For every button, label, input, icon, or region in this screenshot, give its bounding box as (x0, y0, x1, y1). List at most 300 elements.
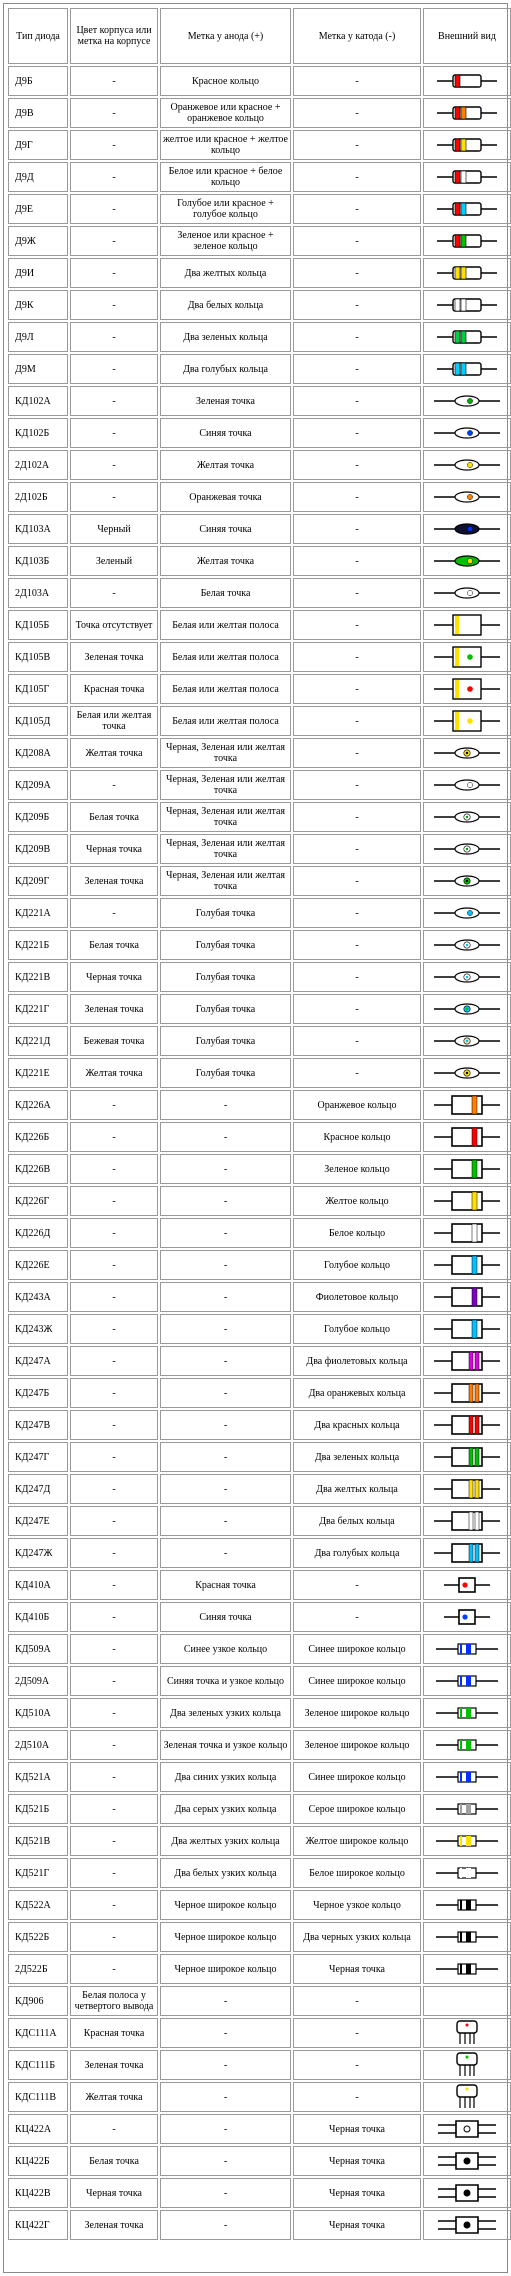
diode-cylinder-icon (432, 1477, 502, 1501)
table-row (8, 2178, 511, 2208)
cell-cathode: - (293, 258, 421, 288)
diode-cylinder-icon (432, 1509, 502, 1533)
cell-look (423, 1570, 511, 1600)
diode-glass-icon (433, 263, 501, 283)
cell-look (423, 290, 511, 320)
cell-cathode: - (293, 738, 421, 768)
cell-look (423, 162, 511, 192)
cell-anode: Два белых узких кольца (160, 1858, 291, 1888)
cell-body: Желтая точка (70, 1058, 158, 1088)
cell-body: - (70, 418, 158, 448)
cell-look (423, 1794, 511, 1824)
cell-anode: Черное широкое кольцо (160, 1890, 291, 1920)
cell-look (423, 706, 511, 736)
cell-cathode: - (293, 610, 421, 640)
cell-type: КД221Г (8, 994, 68, 1024)
cell-type: КД521Б (8, 1794, 68, 1824)
cell-type: КД247Г (8, 1442, 68, 1472)
diode-small-icon (432, 1703, 502, 1723)
cell-look (423, 1218, 511, 1248)
cell-type: КД221Е (8, 1058, 68, 1088)
cell-type: КД103Б (8, 546, 68, 576)
cell-look (423, 322, 511, 352)
cell-body: - (70, 1698, 158, 1728)
diode-bead-icon (432, 423, 502, 443)
cell-type: КД221Д (8, 1026, 68, 1056)
cell-look (423, 1698, 511, 1728)
cell-body: - (70, 1186, 158, 1216)
cell-body: Белая полоса у четвертого вывода (70, 1986, 158, 2016)
cell-look (423, 866, 511, 896)
cell-cathode: - (293, 898, 421, 928)
cell-look (423, 738, 511, 768)
header-look: Внешний вид (423, 8, 511, 64)
cell-look (423, 2018, 511, 2048)
table-row (8, 1474, 511, 1504)
cell-body: Зеленая точка (70, 2050, 158, 2080)
table-row (8, 162, 511, 192)
cell-cathode: - (293, 162, 421, 192)
cell-anode: Синяя точка (160, 1602, 291, 1632)
cell-cathode: - (293, 962, 421, 992)
cell-body: - (70, 1890, 158, 1920)
cell-type: Д9Д (8, 162, 68, 192)
cell-body: - (70, 322, 158, 352)
cell-cathode: - (293, 98, 421, 128)
cell-body: Белая точка (70, 2146, 158, 2176)
cell-anode: - (160, 1538, 291, 1568)
cell-anode: - (160, 1474, 291, 1504)
cell-type: КД208А (8, 738, 68, 768)
cell-cathode: Два фиолетовых кольца (293, 1346, 421, 1376)
cell-cathode: - (293, 66, 421, 96)
cell-anode: Синяя точка (160, 418, 291, 448)
cell-look (423, 1186, 511, 1216)
cell-cathode: - (293, 706, 421, 736)
diode-assembly-icon (432, 2084, 502, 2110)
cell-anode: - (160, 2178, 291, 2208)
diode-cylinder-icon (432, 1317, 502, 1341)
cell-type: Д9И (8, 258, 68, 288)
header-anode: Метка у анода (+) (160, 8, 291, 64)
cell-cathode: - (293, 418, 421, 448)
cell-anode: Два серых узких кольца (160, 1794, 291, 1824)
cell-look (423, 514, 511, 544)
diode-square-icon (432, 1605, 502, 1629)
cell-type: КД209Г (8, 866, 68, 896)
cell-anode: Желтая точка (160, 450, 291, 480)
cell-look (423, 1474, 511, 1504)
cell-anode: Синяя точка (160, 514, 291, 544)
cell-body: Красная точка (70, 2018, 158, 2048)
cell-anode: - (160, 1250, 291, 1280)
cell-cathode: Красное кольцо (293, 1122, 421, 1152)
cell-type: Д9Е (8, 194, 68, 224)
cell-type: КД521Г (8, 1858, 68, 1888)
cell-cathode: - (293, 802, 421, 832)
cell-cathode: - (293, 994, 421, 1024)
cell-cathode: - (293, 834, 421, 864)
table-row (8, 1250, 511, 1280)
diode-bead-icon (432, 551, 502, 571)
diode-bead-icon (432, 871, 502, 891)
table-row (8, 482, 511, 512)
cell-look (423, 546, 511, 576)
cell-type: КД105Б (8, 610, 68, 640)
table-row (8, 1314, 511, 1344)
diode-glass-icon (433, 103, 501, 123)
cell-type: КД410Б (8, 1602, 68, 1632)
cell-type: КД105Д (8, 706, 68, 736)
cell-cathode: Два зеленых кольца (293, 1442, 421, 1472)
cell-body: - (70, 1922, 158, 1952)
cell-type: 2Д510А (8, 1730, 68, 1760)
cell-cathode: - (293, 2050, 421, 2080)
table-row (8, 1218, 511, 1248)
diode-bead-icon (432, 743, 502, 763)
cell-cathode: Голубое кольцо (293, 1250, 421, 1280)
cell-look (423, 770, 511, 800)
diode-cylinder-icon (432, 1445, 502, 1469)
cell-cathode: Голубое кольцо (293, 1314, 421, 1344)
cell-look (423, 578, 511, 608)
cell-body: - (70, 1154, 158, 1184)
cell-type: КЦ422А (8, 2114, 68, 2144)
diode-bead-icon (432, 391, 502, 411)
cell-cathode: - (293, 866, 421, 896)
cell-anode: Черная, Зеленая или желтая точка (160, 834, 291, 864)
diode-bridge-icon (432, 2181, 502, 2205)
cell-body: Черная точка (70, 834, 158, 864)
cell-cathode: - (293, 514, 421, 544)
table-row (8, 386, 511, 416)
cell-anode: Два желтых узких кольца (160, 1826, 291, 1856)
table-row (8, 1954, 511, 1984)
cell-type: 2Д102А (8, 450, 68, 480)
cell-body: - (70, 130, 158, 160)
table-row (8, 258, 511, 288)
table-row (8, 642, 511, 672)
diode-box-icon (432, 709, 502, 733)
cell-look (423, 1762, 511, 1792)
cell-body: Черная точка (70, 962, 158, 992)
cell-body: - (70, 1442, 158, 1472)
diode-small-icon (432, 1767, 502, 1787)
cell-body: Зеленая точка (70, 2210, 158, 2240)
cell-type: КД521А (8, 1762, 68, 1792)
table-row (8, 1698, 511, 1728)
cell-body: Точка отсутствует (70, 610, 158, 640)
table-row (8, 1154, 511, 1184)
table-row (8, 1506, 511, 1536)
table-row (8, 674, 511, 704)
cell-look (423, 1730, 511, 1760)
diode-glass-icon (433, 135, 501, 155)
cell-type: КД247А (8, 1346, 68, 1376)
cell-cathode: - (293, 1986, 421, 2016)
cell-anode: Два зеленых узких кольца (160, 1698, 291, 1728)
cell-cathode: Черная точка (293, 1954, 421, 1984)
cell-body: Белая или желтая точка (70, 706, 158, 736)
cell-look (423, 1122, 511, 1152)
cell-type: КД226Г (8, 1186, 68, 1216)
cell-body: Черный (70, 514, 158, 544)
cell-look (423, 354, 511, 384)
cell-body: - (70, 1730, 158, 1760)
cell-type: КД522А (8, 1890, 68, 1920)
diode-box-icon (432, 613, 502, 637)
cell-body: - (70, 1282, 158, 1312)
diode-small-icon (432, 1735, 502, 1755)
cell-anode: Белая или желтая полоса (160, 706, 291, 736)
table-row (8, 1570, 511, 1600)
cell-body: - (70, 1250, 158, 1280)
cell-look (423, 1602, 511, 1632)
cell-type: КДС111А (8, 2018, 68, 2048)
cell-look (423, 642, 511, 672)
cell-type: КЦ422В (8, 2178, 68, 2208)
cell-cathode: Два желтых кольца (293, 1474, 421, 1504)
cell-cathode: - (293, 354, 421, 384)
table-row (8, 1634, 511, 1664)
cell-body: - (70, 386, 158, 416)
table-row (8, 610, 511, 640)
cell-type: КД221Б (8, 930, 68, 960)
cell-anode: - (160, 1154, 291, 1184)
table-row (8, 354, 511, 384)
table-row (8, 2018, 511, 2048)
diode-small-icon (432, 1863, 502, 1883)
cell-look (423, 2178, 511, 2208)
cell-cathode: - (293, 1602, 421, 1632)
cell-anode: - (160, 2050, 291, 2080)
cell-type: КД105Г (8, 674, 68, 704)
cell-type: КД103А (8, 514, 68, 544)
cell-look (423, 1090, 511, 1120)
cell-look (423, 1506, 511, 1536)
cell-cathode: - (293, 450, 421, 480)
cell-type: Д9М (8, 354, 68, 384)
cell-look (423, 930, 511, 960)
table-row (8, 738, 511, 768)
cell-type: КД410А (8, 1570, 68, 1600)
cell-look (423, 2050, 511, 2080)
diode-cylinder-icon (432, 1189, 502, 1213)
cell-anode: Синее узкое кольцо (160, 1634, 291, 1664)
cell-anode: Два зеленых кольца (160, 322, 291, 352)
cell-anode: - (160, 1282, 291, 1312)
cell-cathode: Два голубых кольца (293, 1538, 421, 1568)
cell-anode: - (160, 1410, 291, 1440)
table-row (8, 1442, 511, 1472)
table-row (8, 1058, 511, 1088)
cell-type: КД906 (8, 1986, 68, 2016)
cell-look (423, 66, 511, 96)
cell-type: КД243А (8, 1282, 68, 1312)
cell-anode: Два голубых кольца (160, 354, 291, 384)
cell-look (423, 1666, 511, 1696)
cell-cathode: - (293, 930, 421, 960)
cell-body: - (70, 1090, 158, 1120)
cell-type: КД521В (8, 1826, 68, 1856)
cell-type: КД247Ж (8, 1538, 68, 1568)
diode-small-icon (432, 1895, 502, 1915)
cell-anode: Черная, Зеленая или желтая точка (160, 738, 291, 768)
cell-look (423, 994, 511, 1024)
cell-anode: Зеленое или красное + зеленое кольцо (160, 226, 291, 256)
table-row (8, 1666, 511, 1696)
cell-look (423, 1026, 511, 1056)
cell-look (423, 1538, 511, 1568)
diode-bridge-icon (432, 2149, 502, 2173)
table-row (8, 1730, 511, 1760)
cell-type: КД247Б (8, 1378, 68, 1408)
cell-cathode: - (293, 1058, 421, 1088)
cell-anode: - (160, 1346, 291, 1376)
cell-cathode: Оранжевое кольцо (293, 1090, 421, 1120)
cell-cathode: Зеленое широкое кольцо (293, 1698, 421, 1728)
table-row (8, 2210, 511, 2240)
cell-look (423, 1410, 511, 1440)
cell-look (423, 674, 511, 704)
cell-body: - (70, 290, 158, 320)
cell-look (423, 1442, 511, 1472)
cell-type: КД102А (8, 386, 68, 416)
cell-anode: Голубая точка (160, 962, 291, 992)
cell-look (423, 898, 511, 928)
table-row (8, 930, 511, 960)
cell-type: КДС111Б (8, 2050, 68, 2080)
table-row (8, 2082, 511, 2112)
cell-anode: Черное широкое кольцо (160, 1922, 291, 1952)
cell-look (423, 1250, 511, 1280)
diode-bead-icon (432, 583, 502, 603)
table-row (8, 1090, 511, 1120)
cell-type: КД226А (8, 1090, 68, 1120)
cell-anode: - (160, 2114, 291, 2144)
cell-type: КД102Б (8, 418, 68, 448)
cell-body: - (70, 578, 158, 608)
cell-look (423, 258, 511, 288)
cell-anode: Голубое или красное + голубое кольцо (160, 194, 291, 224)
table-row (8, 1922, 511, 1952)
table-row (8, 290, 511, 320)
cell-body: - (70, 1378, 158, 1408)
cell-anode: Белая или желтая полоса (160, 610, 291, 640)
cell-cathode: Черное узкое кольцо (293, 1890, 421, 1920)
cell-body: - (70, 1954, 158, 1984)
table-row (8, 898, 511, 928)
cell-body: - (70, 1858, 158, 1888)
table-row (8, 2050, 511, 2080)
header-body: Цвет корпуса или метка на корпусе (70, 8, 158, 64)
cell-anode: - (160, 1986, 291, 2016)
diode-glass-icon (433, 295, 501, 315)
cell-cathode: Синее широкое кольцо (293, 1762, 421, 1792)
table-row (8, 1538, 511, 1568)
diode-cylinder-icon (432, 1381, 502, 1405)
table-row (8, 194, 511, 224)
table-row (8, 1762, 511, 1792)
cell-type: КД209Б (8, 802, 68, 832)
cell-look (423, 834, 511, 864)
cell-look (423, 98, 511, 128)
cell-cathode: Желтое широкое кольцо (293, 1826, 421, 1856)
cell-anode: - (160, 1506, 291, 1536)
table-row (8, 1378, 511, 1408)
diode-bead-icon (432, 455, 502, 475)
cell-cathode: - (293, 130, 421, 160)
cell-look (423, 1858, 511, 1888)
cell-type: КД226В (8, 1154, 68, 1184)
cell-anode: Голубая точка (160, 994, 291, 1024)
diode-box-icon (432, 645, 502, 669)
table-row (8, 130, 511, 160)
diode-bead-icon (432, 775, 502, 795)
cell-type: Д9В (8, 98, 68, 128)
cell-anode: Белое или красное + белое кольцо (160, 162, 291, 192)
cell-cathode: Фиолетовое кольцо (293, 1282, 421, 1312)
cell-cathode: - (293, 322, 421, 352)
cell-cathode: Желтое кольцо (293, 1186, 421, 1216)
table-row (8, 1346, 511, 1376)
cell-body: - (70, 1762, 158, 1792)
cell-type: КЦ422Г (8, 2210, 68, 2240)
cell-cathode: Зеленое кольцо (293, 1154, 421, 1184)
cell-look (423, 1986, 511, 2016)
cell-anode: - (160, 2146, 291, 2176)
table-row (8, 1986, 511, 2016)
cell-body: Бежевая точка (70, 1026, 158, 1056)
cell-anode: - (160, 2018, 291, 2048)
cell-cathode: Синее широкое кольцо (293, 1666, 421, 1696)
cell-type: Д9Ж (8, 226, 68, 256)
cell-cathode: Два оранжевых кольца (293, 1378, 421, 1408)
cell-cathode: - (293, 1026, 421, 1056)
table-row (8, 1282, 511, 1312)
diode-bead-icon (432, 967, 502, 987)
cell-look (423, 2082, 511, 2112)
cell-look (423, 962, 511, 992)
diode-cylinder-icon (432, 1157, 502, 1181)
cell-type: КД105В (8, 642, 68, 672)
table-row (8, 1186, 511, 1216)
cell-anode: Белая точка (160, 578, 291, 608)
cell-cathode: - (293, 2018, 421, 2048)
diode-small-icon (432, 1639, 502, 1659)
cell-body: - (70, 1122, 158, 1152)
cell-body: Желтая точка (70, 2082, 158, 2112)
table-row (8, 1858, 511, 1888)
cell-body: - (70, 1634, 158, 1664)
cell-body: - (70, 354, 158, 384)
cell-look (423, 2114, 511, 2144)
cell-look (423, 418, 511, 448)
cell-look (423, 802, 511, 832)
cell-body: - (70, 1538, 158, 1568)
cell-type: КД247Д (8, 1474, 68, 1504)
cell-anode: Голубая точка (160, 1026, 291, 1056)
table-row (8, 802, 511, 832)
table-row (8, 66, 511, 96)
cell-look (423, 1826, 511, 1856)
table-row (8, 994, 511, 1024)
cell-type: КД209В (8, 834, 68, 864)
cell-look (423, 194, 511, 224)
cell-look (423, 1634, 511, 1664)
cell-anode: Черная, Зеленая или желтая точка (160, 802, 291, 832)
cell-cathode: Черная точка (293, 2114, 421, 2144)
